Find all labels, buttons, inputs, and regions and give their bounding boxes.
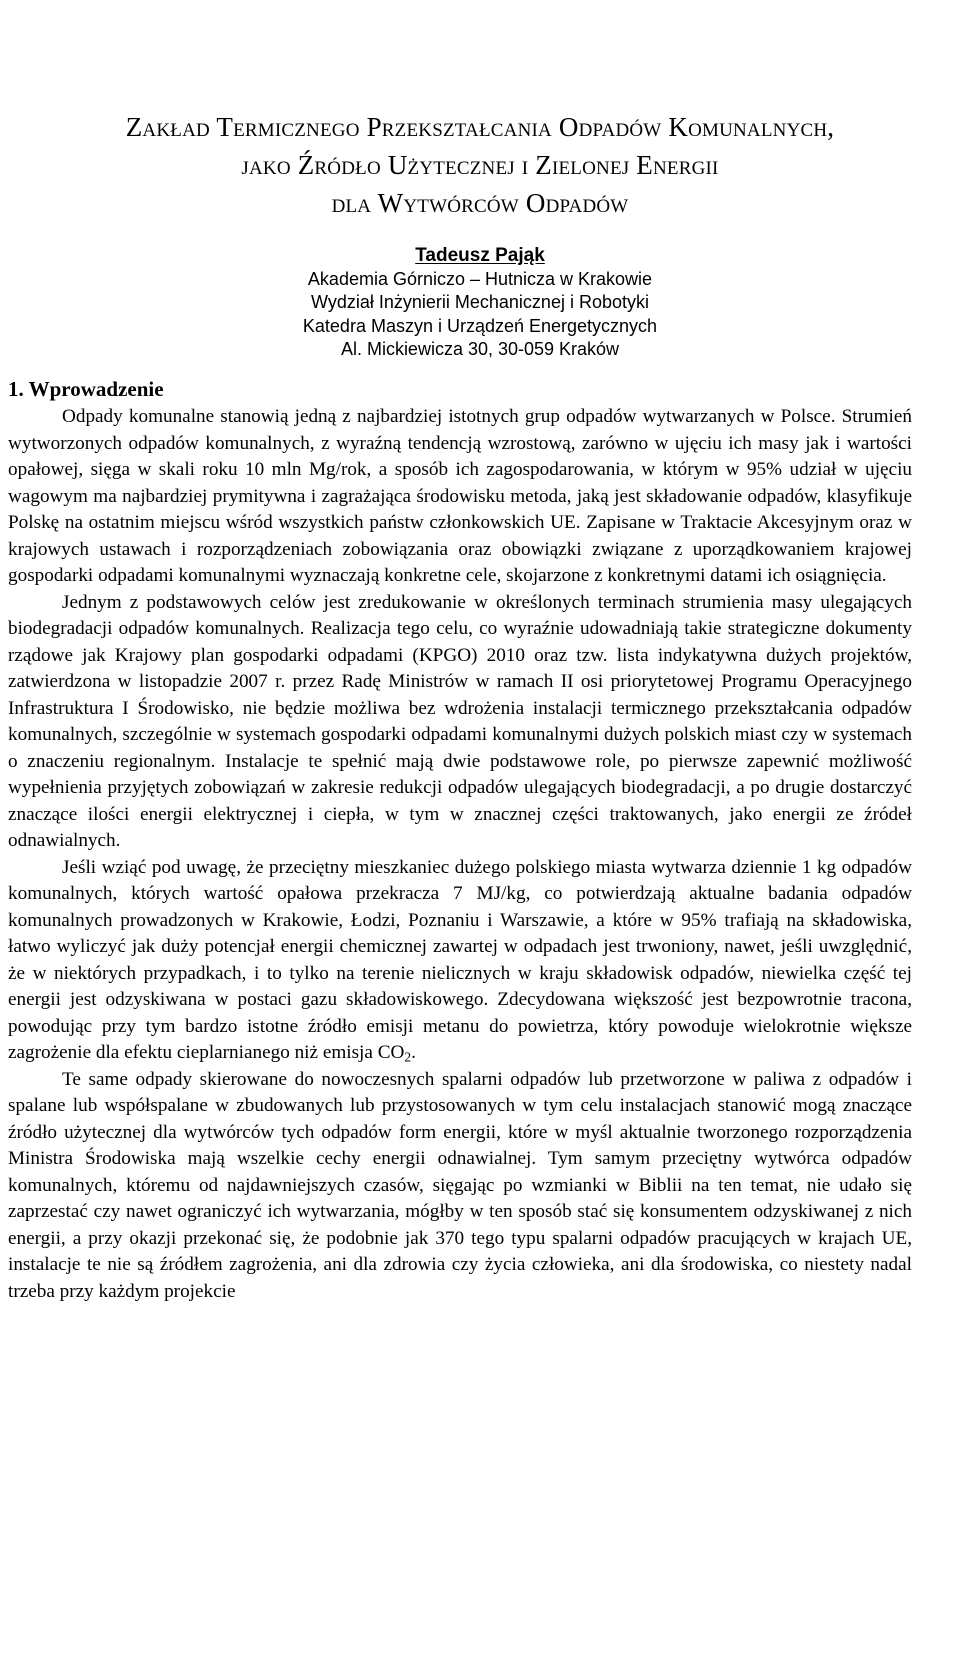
affiliation-department: Katedra Maszyn i Urządzeń Energetycznych	[302, 315, 658, 336]
author-name: Tadeusz Pająk	[415, 245, 545, 266]
document-title	[0, 108, 960, 222]
section-heading: 1. Wprowadzenie	[8, 377, 164, 401]
paragraph-3	[8, 855, 912, 1067]
title-line-3: dla Wytwórców Odpadów	[331, 188, 629, 218]
paragraph-1: Odpady komunalne stanowią jedną z najbardziej istotnych grup odpadów wytwarzanych w Polsce. Strumień wytworzonych odpadów komunalnych, z wyraźną tendencją wzrostową, zarówno w ujęciu ich masy jak i wartości opałowej, sięga w skali roku 10 mln Mg/rok, a sposób ich zagospodarowania, w którym w 95% udział w ujęciu wagowym ma najbardziej prymitywna i zagrażająca środowisku metoda, jaką jest składowanie odpadów, klasyfikuje Polskę na ostatnim miejscu wśród wszystkich państw członkowskich UE. Zapisane w Traktacie Akcesyjnym oraz w krajowych ustawach i rozporządzeniach zobowiązania oraz obowiązki związane z uporządkowaniem krajowej gospodarki odpadami komunalnymi wyznaczają konkretne cele, skojarzone z konkretnymi datami ich osiągnięcia.	[8, 406, 912, 586]
paragraph-2: Jednym z podstawowych celów jest zredukowanie w określonych terminach strumienia masy ulegających biodegradacji odpadów komunalnych. Realizacja tego celu, co wyraźnie udowadniają takie strategiczne dokumenty rządowe jak Krajowy plan gospodarki odpadami (KPGO) 2010 oraz tzw. lista indykatywna dużych projektów, zatwierdzona w listopadzie 2007 r. przez Radę Ministrów w ramach II osi priorytetowej Programu Operacyjnego Infrastruktura I Środowisko, nie będzie możliwa bez wdrożenia instalacji termicznego przekształcania odpadów komunalnych, szczególnie w systemach gospodarki odpadami komunalnymi dużych polskich miast czy w systemach o znaczeniu regionalnym. Instalacje te spełnić mają dwie podstawowe role, po pierwsze zapewnić możliwość wypełnienia przyjętych zobowiązań w zakresie redukcji odpadów ulegających biodegradacji, a po drugie dostarczyć znaczące ilości energii elektrycznej i ciepła, w tym w znacznej części traktowanych, jako energii ze źródeł odnawialnych.	[8, 591, 912, 851]
author-block	[0, 244, 960, 362]
body-text	[8, 404, 912, 1305]
affiliation-address: Al. Mickiewicza 30, 30-059 Kraków	[340, 339, 620, 359]
affiliation-university: Akademia Górniczo – Hutnicza w Krakowie	[307, 268, 653, 289]
paragraph-4: Te same odpady skierowane do nowoczesnych spalarni odpadów lub przetworzone w paliwa z odpadów i spalane lub współspalane w zbudowanych lub przystosowanych w tym celu instalacjach stanowić mogą znaczące źródło użytecznej dla wytwórców tych odpadów form energii, które w myśl aktualnie tworzonego rozporządzenia Ministra Środowiska mają wszelkie cechy energii odnawialnej. Tym samym przeciętny wytwórca odpadów komunalnych, któremu od najdawniejszych czasów, sięgając po wzmianki w Biblii na ten temat, nie udało się zaprzestać czy nawet ograniczyć ich wytwarzania, mógłby w ten sposób stać się konsumentem odzyskiwanej z nich energii, a przy okazji przekonać się, że podobnie jak 370 tego typu spalarni odpadów pracujących w krajach UE, instalacje te nie są źródłem zagrożenia, ani dla zdrowia czy życia człowieka, ani dla środowiska, co niestety nadal trzeba przy każdym projekcie	[8, 1068, 912, 1302]
paragraph-3-end: .	[411, 1042, 416, 1063]
affiliation-faculty: Wydział Inżynierii Mechanicznej i Robotyki	[311, 292, 649, 312]
title-line-1: Zakład Termicznego Przekształcania Odpadów Komunalnych,	[125, 112, 835, 142]
paragraph-3-text: Jeśli wziąć pod uwagę, że przeciętny mieszkaniec dużego polskiego miasta wytwarza dziennie 1 kg odpadów komunalnych, których wartość opałowa przekracza 7 MJ/kg, co potwierdzają aktualne badania odpadów komunalnych prowadzonych w Krakowie, Łodzi, Poznaniu i Warszawie, a które w 95% trafiają na składowiska, łatwo wyliczyć jak duży potencjał energii chemicznej zawartej w odpadach jest trwoniony, nawet, jeśli uwzględnić, że w niektórych przypadkach, i to tylko na terenie nielicznych w kraju składowisk odpadów, niewielka część tej energii jest odzyskiwana w postaci gazu składowiskowego. Zdecydowana większość jest bezpowrotnie tracona, powodując przy tym bardzo istotne źródło emisji metanu do powietrza, który powoduje wielokrotnie większe zagrożenie dla efektu cieplarnianego niż emisja CO	[8, 856, 912, 1063]
co2-subscript: 2	[404, 1049, 412, 1065]
title-line-2: jako Źródło Użytecznej i Zielonej Energii	[241, 150, 719, 180]
